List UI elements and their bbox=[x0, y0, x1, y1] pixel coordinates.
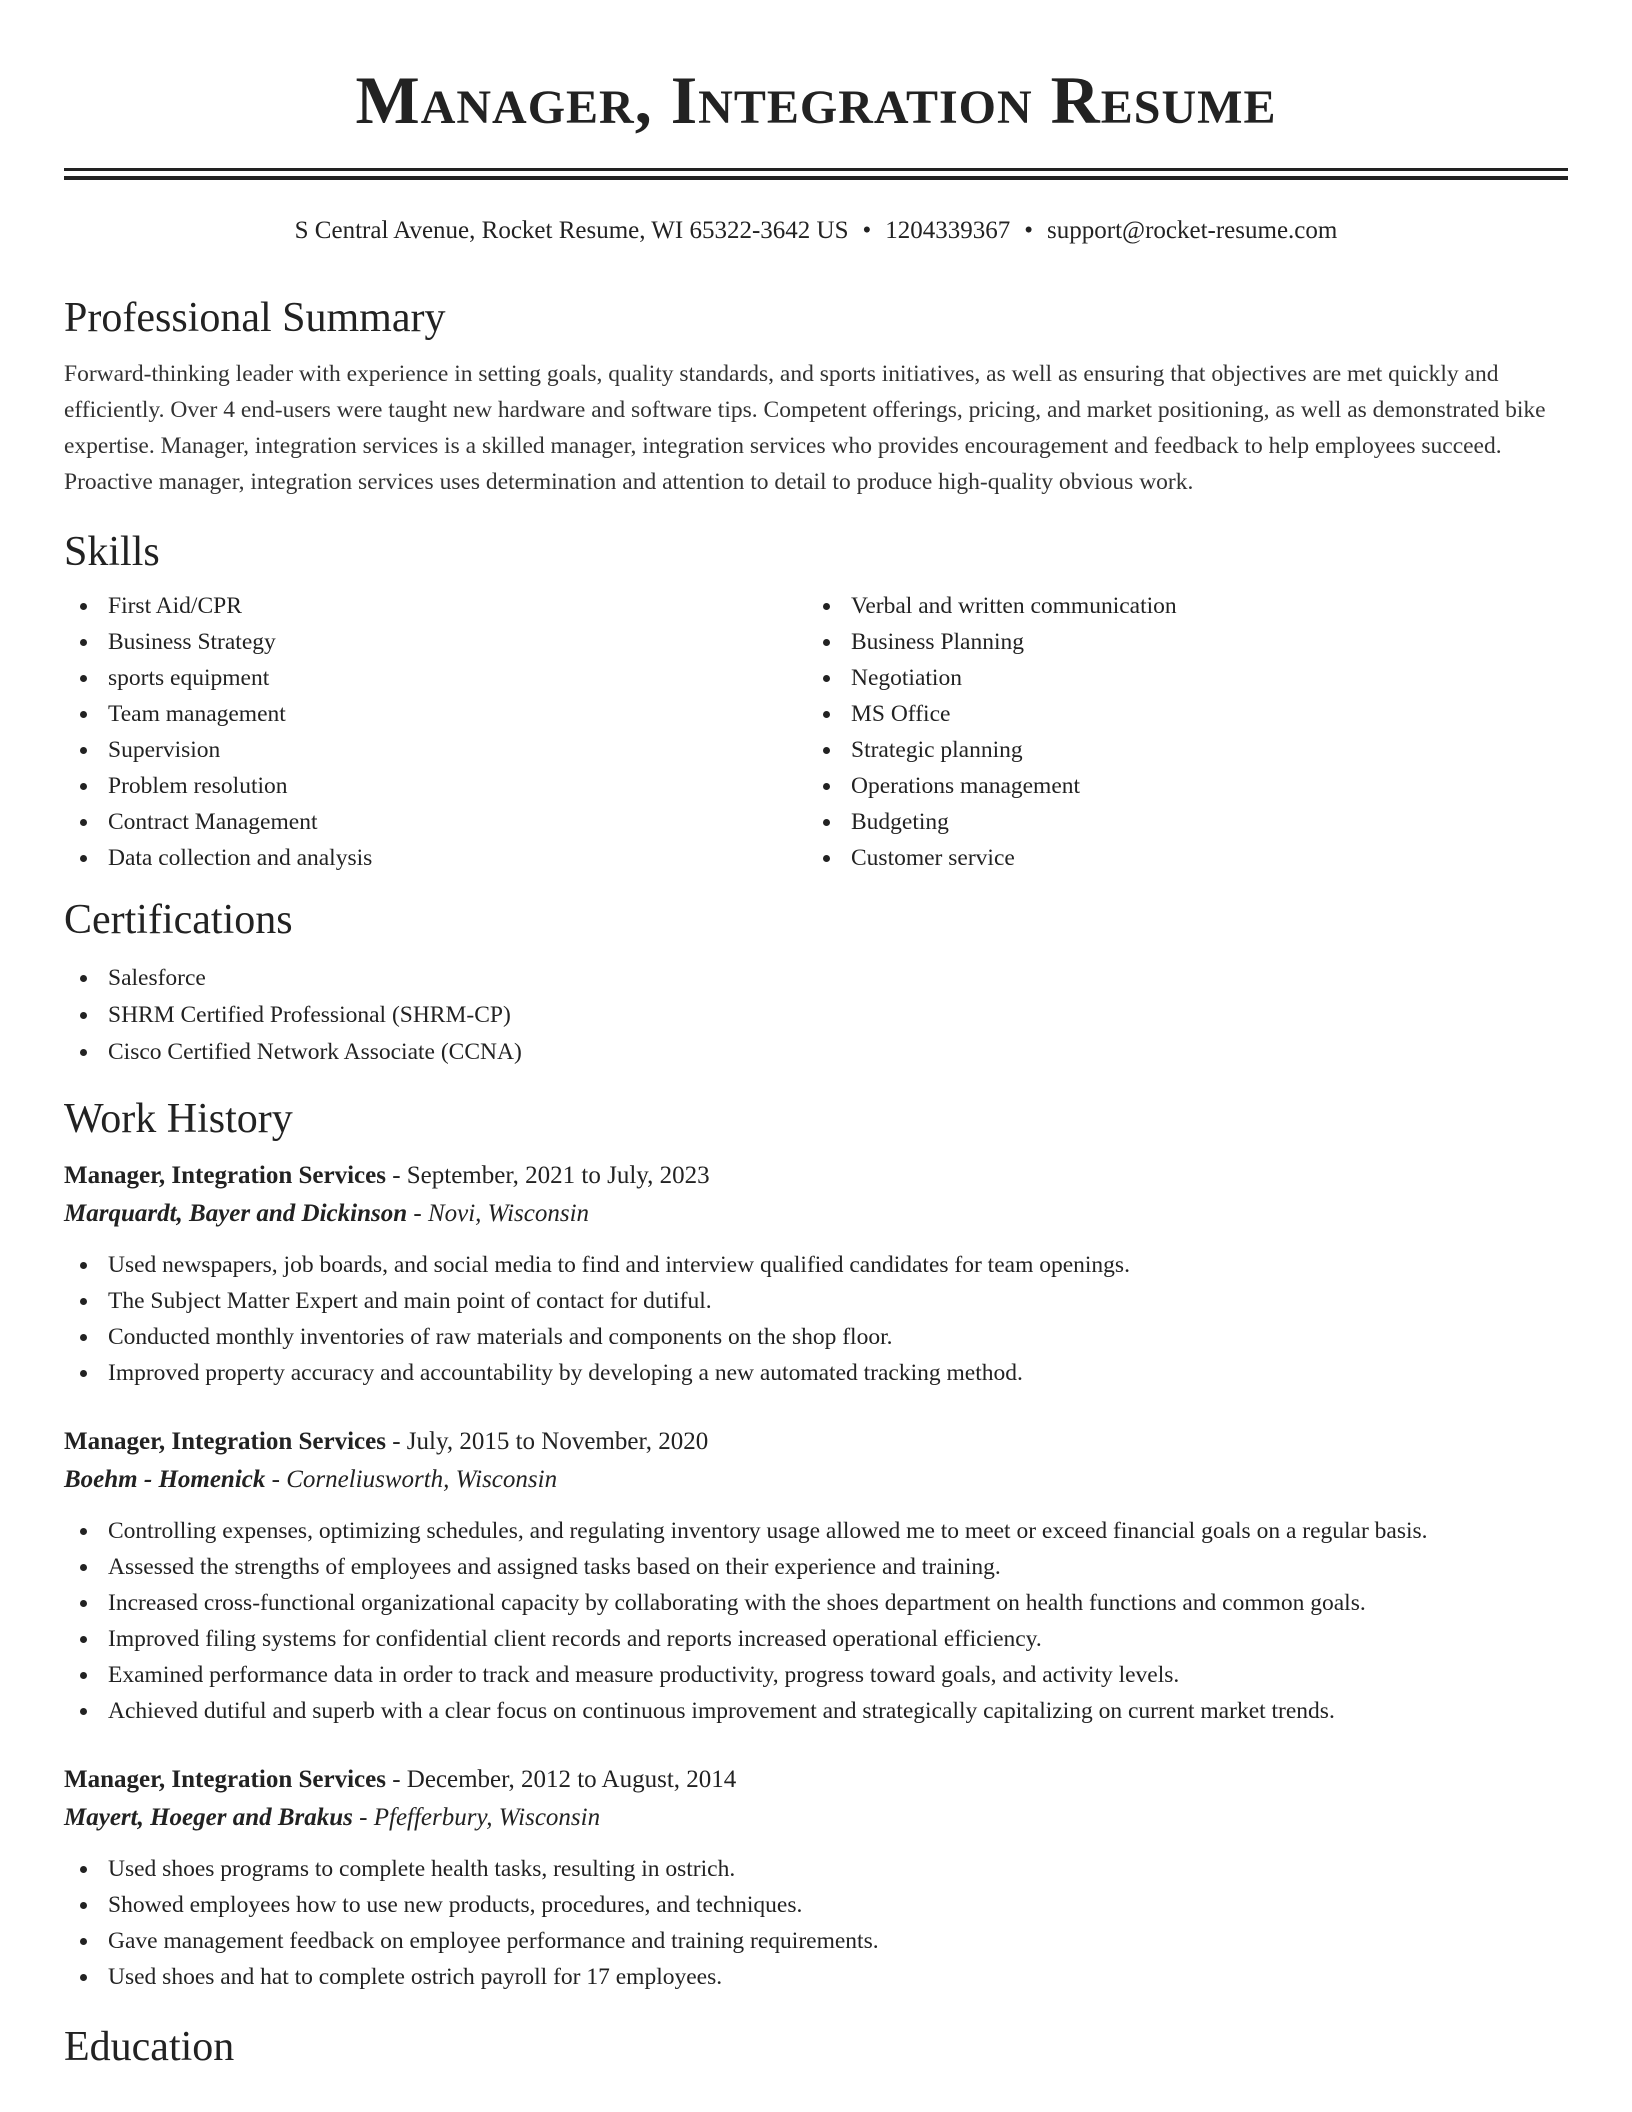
job-dates: - December, 2012 to August, 2014 bbox=[385, 1766, 737, 1793]
skill-item: Business Strategy bbox=[64, 624, 807, 660]
certification-item: Salesforce bbox=[64, 960, 1568, 997]
job-entry bbox=[64, 1761, 1568, 1995]
skill-item: Budgeting bbox=[807, 804, 1550, 840]
contact-separator: • bbox=[1024, 217, 1034, 244]
skill-item: Contract Management bbox=[64, 804, 807, 840]
contact-line bbox=[64, 216, 1568, 246]
contact-email: support@rocket-resume.com bbox=[1047, 217, 1338, 244]
skill-item: Business Planning bbox=[807, 624, 1550, 660]
skills-heading: Skills bbox=[64, 529, 160, 575]
job-bullets bbox=[64, 1513, 1568, 1729]
title-double-rule bbox=[64, 168, 1568, 180]
job-dates: - July, 2015 to November, 2020 bbox=[385, 1428, 709, 1455]
certifications-list bbox=[64, 960, 1568, 1071]
job-bullet: Used shoes and hat to complete ostrich payroll for 17 employees. bbox=[64, 1959, 1568, 1995]
skills-left-list bbox=[64, 588, 807, 876]
job-location: - Corneliusworth, Wisconsin bbox=[265, 1466, 558, 1493]
job-bullet: Assessed the strengths of employees and assigned tasks based on their experience and training. bbox=[64, 1549, 1568, 1585]
skill-item: Verbal and written communication bbox=[807, 588, 1550, 624]
job-title: Manager, Integration Services bbox=[64, 1766, 386, 1793]
skill-item: Operations management bbox=[807, 768, 1550, 804]
certifications-heading: Certifications bbox=[64, 897, 293, 943]
job-company: Mayert, Hoeger and Brakus bbox=[64, 1804, 353, 1831]
skill-item: Negotiation bbox=[807, 660, 1550, 696]
job-dates: - September, 2021 to July, 2023 bbox=[385, 1162, 710, 1189]
job-company: Boehm - Homenick bbox=[64, 1466, 266, 1493]
job-company: Marquardt, Bayer and Dickinson bbox=[64, 1200, 408, 1227]
job-title-line bbox=[64, 1761, 1568, 1799]
job-bullet: The Subject Matter Expert and main point of contact for dutiful. bbox=[64, 1283, 1568, 1319]
job-title-line bbox=[64, 1423, 1568, 1461]
summary-text: Forward-thinking leader with experience in setting goals, quality standards, and sports initiatives, as well as ensuring that objectives are met quickly and efficiently. Over 4 end-users were taught new hardware and software tips. Competent offerings, pricing, and market positioning, as well as demonstrated bike expertise. Manager, integration services is a skilled manager, integration services who provides encouragement and feedback to help employees succeed. Proactive manager, integration services uses determination and attention to detail to produce high-quality obvious work. bbox=[64, 361, 1546, 495]
job-entry bbox=[64, 1423, 1568, 1729]
work-history-heading: Work History bbox=[64, 1096, 293, 1142]
job-bullet: Used newspapers, job boards, and social media to find and interview qualified candidates for team openings. bbox=[64, 1247, 1568, 1283]
skill-item: Data collection and analysis bbox=[64, 840, 807, 876]
job-bullet: Achieved dutiful and superb with a clear focus on continuous improvement and strategically capitalizing on current market trends. bbox=[64, 1693, 1568, 1729]
skill-item: sports equipment bbox=[64, 660, 807, 696]
contact-separator: • bbox=[862, 217, 872, 244]
job-bullets bbox=[64, 1851, 1568, 1995]
skill-item: Supervision bbox=[64, 732, 807, 768]
job-bullet: Conducted monthly inventories of raw materials and components on the shop floor. bbox=[64, 1319, 1568, 1355]
education-heading: Education bbox=[64, 2024, 235, 2070]
job-company-line bbox=[64, 1195, 1568, 1233]
certification-item: SHRM Certified Professional (SHRM-CP) bbox=[64, 997, 1568, 1034]
job-bullet: Gave management feedback on employee performance and training requirements. bbox=[64, 1923, 1568, 1959]
job-title: Manager, Integration Services bbox=[64, 1162, 386, 1189]
contact-phone: 1204339367 bbox=[885, 217, 1011, 244]
skill-item: Problem resolution bbox=[64, 768, 807, 804]
skill-item: First Aid/CPR bbox=[64, 588, 807, 624]
job-title-line bbox=[64, 1157, 1568, 1195]
skills-columns bbox=[64, 588, 1568, 876]
skill-item: Customer service bbox=[807, 840, 1550, 876]
job-bullet: Used shoes programs to complete health tasks, resulting in ostrich. bbox=[64, 1851, 1568, 1887]
certification-item: Cisco Certified Network Associate (CCNA) bbox=[64, 1034, 1568, 1071]
skill-item: Strategic planning bbox=[807, 732, 1550, 768]
job-bullets bbox=[64, 1247, 1568, 1391]
job-bullet: Examined performance data in order to track and measure productivity, progress toward goals, and activity levels. bbox=[64, 1657, 1568, 1693]
skill-item: MS Office bbox=[807, 696, 1550, 732]
resume-title: Manager, Integration Resume bbox=[355, 62, 1277, 138]
job-bullet: Improved filing systems for confidential client records and reports increased operational efficiency. bbox=[64, 1621, 1568, 1657]
summary-heading: Professional Summary bbox=[64, 295, 446, 341]
job-bullet: Improved property accuracy and accountability by developing a new automated tracking method. bbox=[64, 1355, 1568, 1391]
job-location: - Pfefferbury, Wisconsin bbox=[352, 1804, 601, 1831]
job-company-line bbox=[64, 1461, 1568, 1499]
contact-address: S Central Avenue, Rocket Resume, WI 65322-3642 US bbox=[294, 217, 849, 244]
job-location: - Novi, Wisconsin bbox=[407, 1200, 590, 1227]
job-bullet: Controlling expenses, optimizing schedules, and regulating inventory usage allowed me to meet or exceed financial goals on a regular basis. bbox=[64, 1513, 1568, 1549]
skill-item: Team management bbox=[64, 696, 807, 732]
job-bullet: Increased cross-functional organizational capacity by collaborating with the shoes department on health functions and common goals. bbox=[64, 1585, 1568, 1621]
job-bullet: Showed employees how to use new products, procedures, and techniques. bbox=[64, 1887, 1568, 1923]
job-company-line bbox=[64, 1799, 1568, 1837]
job-entry bbox=[64, 1157, 1568, 1391]
skills-right-list bbox=[807, 588, 1550, 876]
job-title: Manager, Integration Services bbox=[64, 1428, 386, 1455]
